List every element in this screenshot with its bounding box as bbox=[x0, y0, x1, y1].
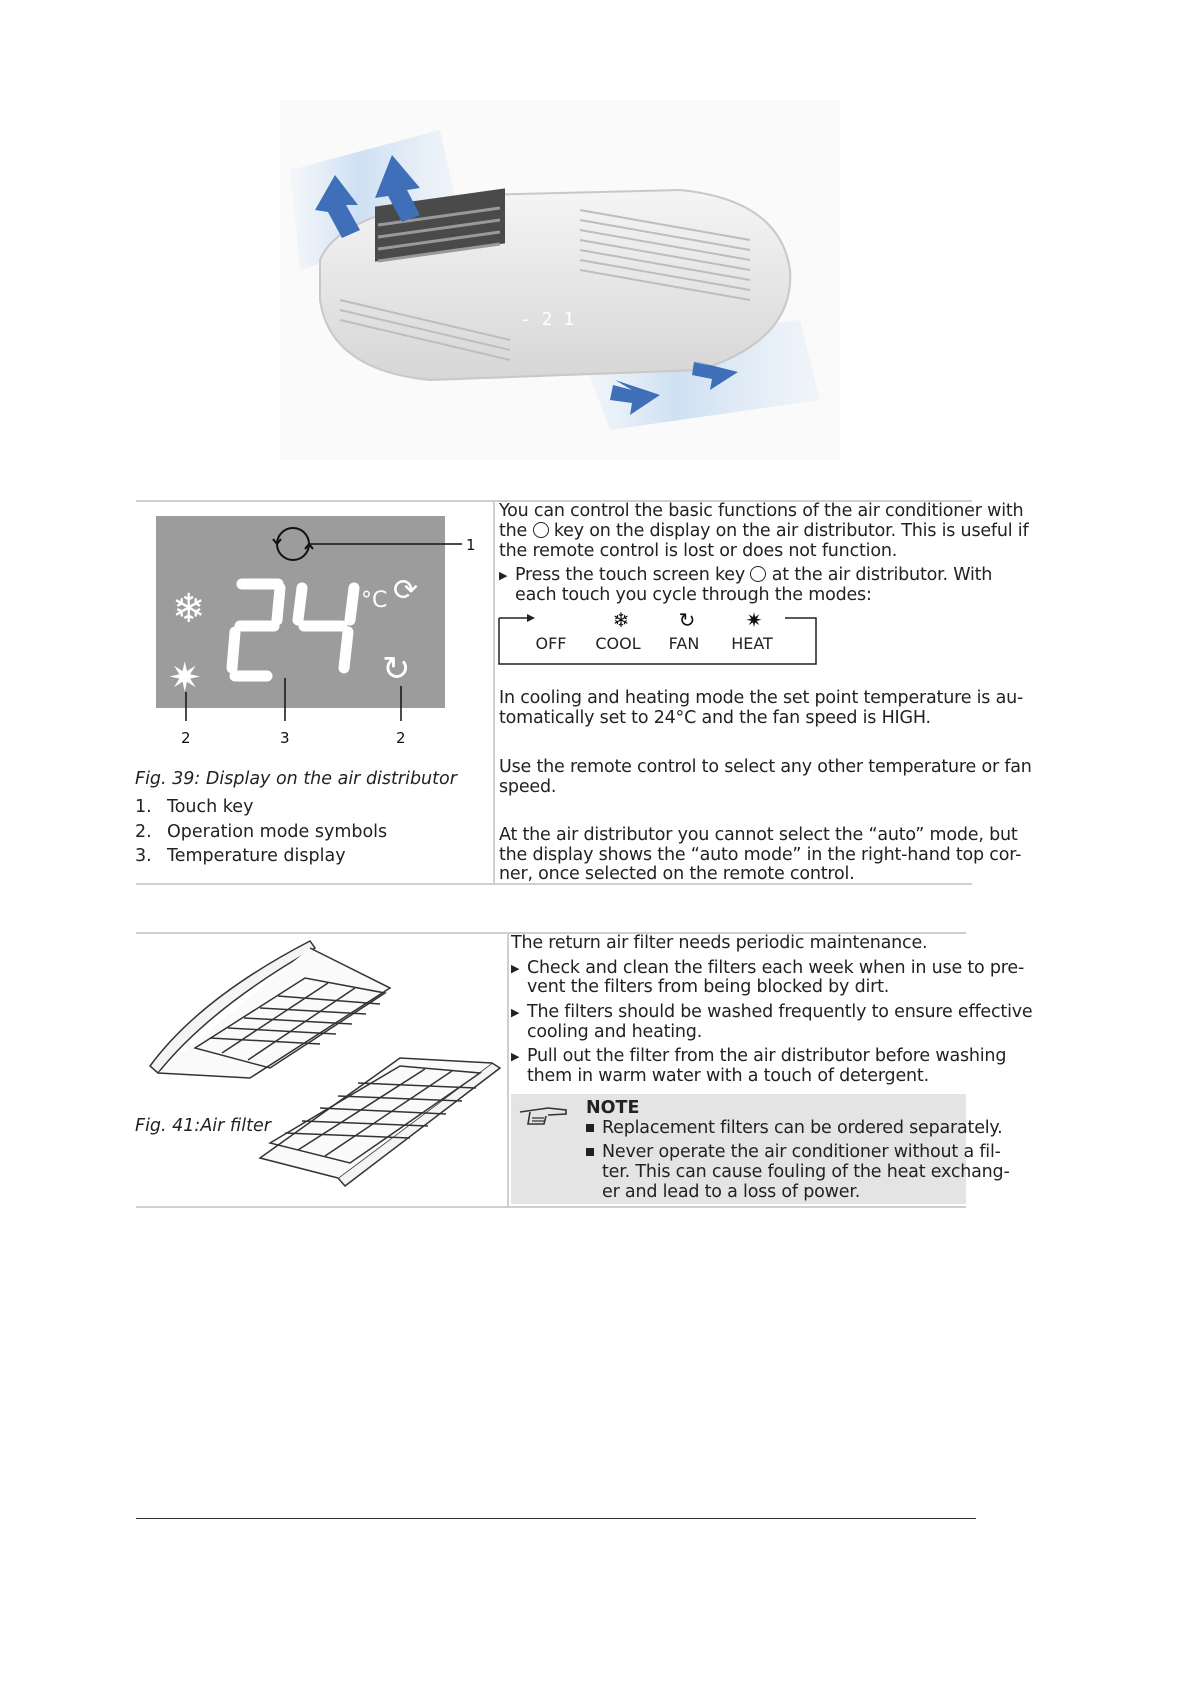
s1-p4-line2: the display shows the “auto mode” in the right-hand top cor- bbox=[499, 845, 1022, 865]
touch-key-inline-icon bbox=[533, 522, 549, 538]
air-distributor-illustration bbox=[280, 100, 840, 460]
s2-bullet1-line2: vent the filters from being blocked by dirt. bbox=[527, 977, 890, 997]
legend-num-3: 3. bbox=[135, 846, 152, 866]
s1-p4-line1: At the air distributor you cannot select the “auto” mode, but bbox=[499, 825, 1018, 845]
section1-divider bbox=[493, 500, 495, 885]
s2-bullet2-line2: cooling and heating. bbox=[527, 1022, 703, 1042]
legend-label-1: Touch key bbox=[167, 797, 254, 817]
touch-key-inline-icon-2 bbox=[750, 566, 766, 582]
s1-p4-line3: ner, once selected on the remote control. bbox=[499, 864, 855, 884]
heat-sun-icon: ✷ bbox=[168, 655, 202, 701]
s1-p2-line1: In cooling and heating mode the set point temperature is au- bbox=[499, 688, 1024, 708]
s2-bullet1-line1: ▶ Check and clean the filters each week when in use to pre- bbox=[511, 958, 1024, 979]
legend-label-2: Operation mode symbols bbox=[167, 822, 388, 842]
s2-bullet3-line1: ▶ Pull out the filter from the air distributor before washing bbox=[511, 1046, 1006, 1067]
callout-3: 3 bbox=[280, 729, 290, 747]
s2-bullet3-line2: them in warm water with a touch of detergent. bbox=[527, 1066, 929, 1086]
s1-p1-line2a: the bbox=[499, 521, 528, 541]
snowflake-icon: ❄ bbox=[172, 586, 206, 632]
heat-mode-icon: ✷ bbox=[745, 608, 763, 632]
s1-p1-line2b: key on the display on the air distributor. This is useful if bbox=[553, 521, 1029, 541]
mode-heat-label: HEAT bbox=[731, 634, 773, 653]
fan-mode-icon: ↻ bbox=[382, 649, 411, 689]
footer-rule bbox=[136, 1518, 976, 1519]
s2-bullet2-line1: ▶ The filters should be washed frequently to ensure effective bbox=[511, 1002, 1032, 1023]
air-filter-illustration bbox=[140, 938, 505, 1198]
note-title: NOTE bbox=[586, 1098, 640, 1118]
legend-num-2: 2. bbox=[135, 822, 152, 842]
temperature-unit: °C bbox=[361, 588, 388, 613]
s1-step-line2: each touch you cycle through the modes: bbox=[515, 585, 872, 605]
s1-step-line1a: Press the touch screen key bbox=[515, 565, 746, 585]
s2-intro: The return air filter needs periodic maintenance. bbox=[511, 933, 928, 953]
display-panel-figure bbox=[150, 508, 490, 753]
note-item2-line1: Never operate the air conditioner without a fil- bbox=[586, 1142, 1001, 1163]
s1-step-line1b: at the air distributor. With bbox=[771, 565, 993, 585]
fan-mode-cycle-icon: ↻ bbox=[678, 608, 696, 632]
section2-bottom-rule bbox=[136, 1206, 966, 1208]
s1-p2-line2: tomatically set to 24°C and the fan speed is HIGH. bbox=[499, 708, 931, 728]
mode-cool-label: COOL bbox=[595, 634, 641, 653]
callout-2-right: 2 bbox=[396, 729, 406, 747]
s1-p1-line1: You can control the basic functions of the air conditioner with bbox=[499, 501, 1024, 521]
note-item1-line1: Replacement filters can be ordered separately. bbox=[586, 1118, 1002, 1139]
s1-p3-line2: speed. bbox=[499, 777, 557, 797]
mode-fan-label: FAN bbox=[668, 634, 700, 653]
cool-mode-icon: ❄ bbox=[612, 608, 630, 632]
fig39-caption: Fig. 39: Display on the air distributor bbox=[135, 769, 457, 789]
callout-1: 1 bbox=[466, 536, 476, 554]
mode-off-label: OFF bbox=[535, 634, 567, 653]
legend-label-3: Temperature display bbox=[167, 846, 346, 866]
pointing-hand-icon bbox=[518, 1100, 570, 1128]
auto-mode-icon: ⟳ bbox=[393, 573, 419, 608]
note-item2-line2: ter. This can cause fouling of the heat exchang- bbox=[602, 1162, 1010, 1182]
s1-p3-line1: Use the remote control to select any other temperature or fan bbox=[499, 757, 1032, 777]
legend-num-1: 1. bbox=[135, 797, 152, 817]
s1-p1-line3: the remote control is lost or does not function. bbox=[499, 541, 898, 561]
unit-display-text: - 2 1 bbox=[520, 309, 575, 330]
fig41-caption: Fig. 41:Air filter bbox=[135, 1116, 271, 1136]
section2-divider bbox=[507, 932, 509, 1208]
callout-2-left: 2 bbox=[181, 729, 191, 747]
note-item2-line3: er and lead to a loss of power. bbox=[602, 1182, 861, 1202]
